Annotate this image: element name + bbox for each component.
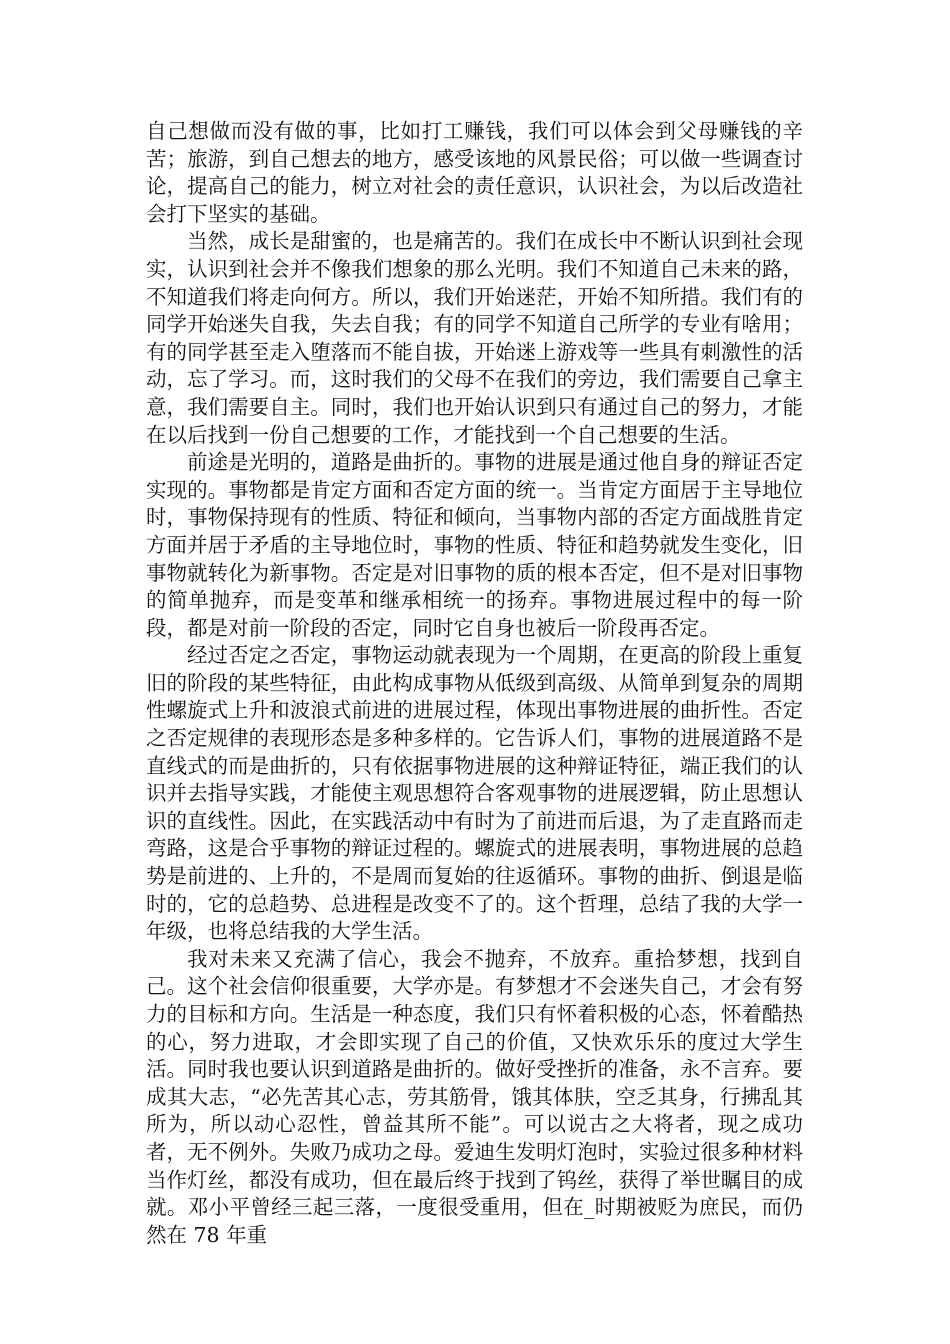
paragraph-5: 我对未来又充满了信心，我会不抛弃，不放弃。重拾梦想，找到自己。这个社会信仰很重要，大学亦是。有梦想才不会迷失自己，才会有努力的目标和方向。生活是一种态度，我们只有怀着积极的心态，怀着酷热的心，努力进取，才会即实现了自己的价值，又快欢乐乐的度过大学生活。同时我也要认识到道路是曲折的。做好受挫折的准备，永不言弃。要成其大志，“必先苦其心志，劳其筋骨，饿其体肤，空乏其身，行拂乱其所为，所以动心忍性，曾益其所不能”。可以说古之大将者，现之成功者，无不例外。失败乃成功之母。爱迪生发明灯泡时，实验过很多种材料当作灯丝，都没有成功，但在最后终于找到了钨丝，获得了举世瞩目的成就。邓小平曾经三起三落，一度很受重用，但在_时期被贬为庶民，而仍然在 78 年重 [146,946,803,1247]
document-body [146,118,803,1249]
paragraph-1: 自己想做而没有做的事，比如打工赚钱，我们可以体会到父母赚钱的辛苦；旅游，到自己想去的地方，感受该地的风景民俗；可以做一些调查讨论，提高自己的能力，树立对社会的责任意识，认识社会，为以后改造社会打下坚实的基础。 [146,119,803,226]
paragraph-3: 前途是光明的，道路是曲折的。事物的进展是通过他自身的辩证否定实现的。事物都是肯定方面和否定方面的统一。当肯定方面居于主导地位时，事物保持现有的性质、特征和倾向，当事物内部的否定方面战胜肯定方面并居于矛盾的主导地位时，事物的性质、特征和趋势就发生变化，旧事物就转化为新事物。否定是对旧事物的质的根本否定，但不是对旧事物的简单抛弃，而是变革和继承相统一的扬弃。事物进展过程中的每一阶段，都是对前一阶段的否定，同时它自身也被后一阶段再否定。 [146,450,803,640]
paragraph-4: 经过否定之否定，事物运动就表现为一个周期，在更高的阶段上重复旧的阶段的某些特征，由此构成事物从低级到高级、从简单到复杂的周期性螺旋式上升和波浪式前进的进展过程，体现出事物进展的曲折性。否定之否定规律的表现形态是多种多样的。它告诉人们，事物的进展道路不是直线式的而是曲折的，只有依据事物进展的这种辩证特征，端正我们的认识并去指导实践，才能使主观思想符合客观事物的进展逻辑，防止思想认识的直线性。因此，在实践活动中有时为了前进而后退，为了走直路而走弯路，这是合乎事物的辩证过程的。螺旋式的进展表明，事物进展的总趋势是前进的、上升的，不是周而复始的往返循环。事物的曲折、倒退是临时的，它的总趋势、总进程是改变不了的。这个哲理，总结了我的大学一年级，也将总结我的大学生活。 [146,643,803,944]
paragraph-2: 当然，成长是甜蜜的，也是痛苦的。我们在成长中不断认识到社会现实，认识到社会并不像我们想象的那么光明。我们不知道自己未来的路，不知道我们将走向何方。所以，我们开始迷茫，开始不知所措。我们有的同学开始迷失自我，失去自我；有的同学不知道自己所学的专业有啥用；有的同学甚至走入堕落而不能自拔，开始迷上游戏等一些具有刺激性的活动，忘了学习。而，这时我们的父母不在我们的旁边，我们需要自己拿主意，我们需要自主。同时，我们也开始认识到只有通过自己的努力，才能在以后找到一份自己想要的工作，才能找到一个自己想要的生活。 [146,229,803,447]
